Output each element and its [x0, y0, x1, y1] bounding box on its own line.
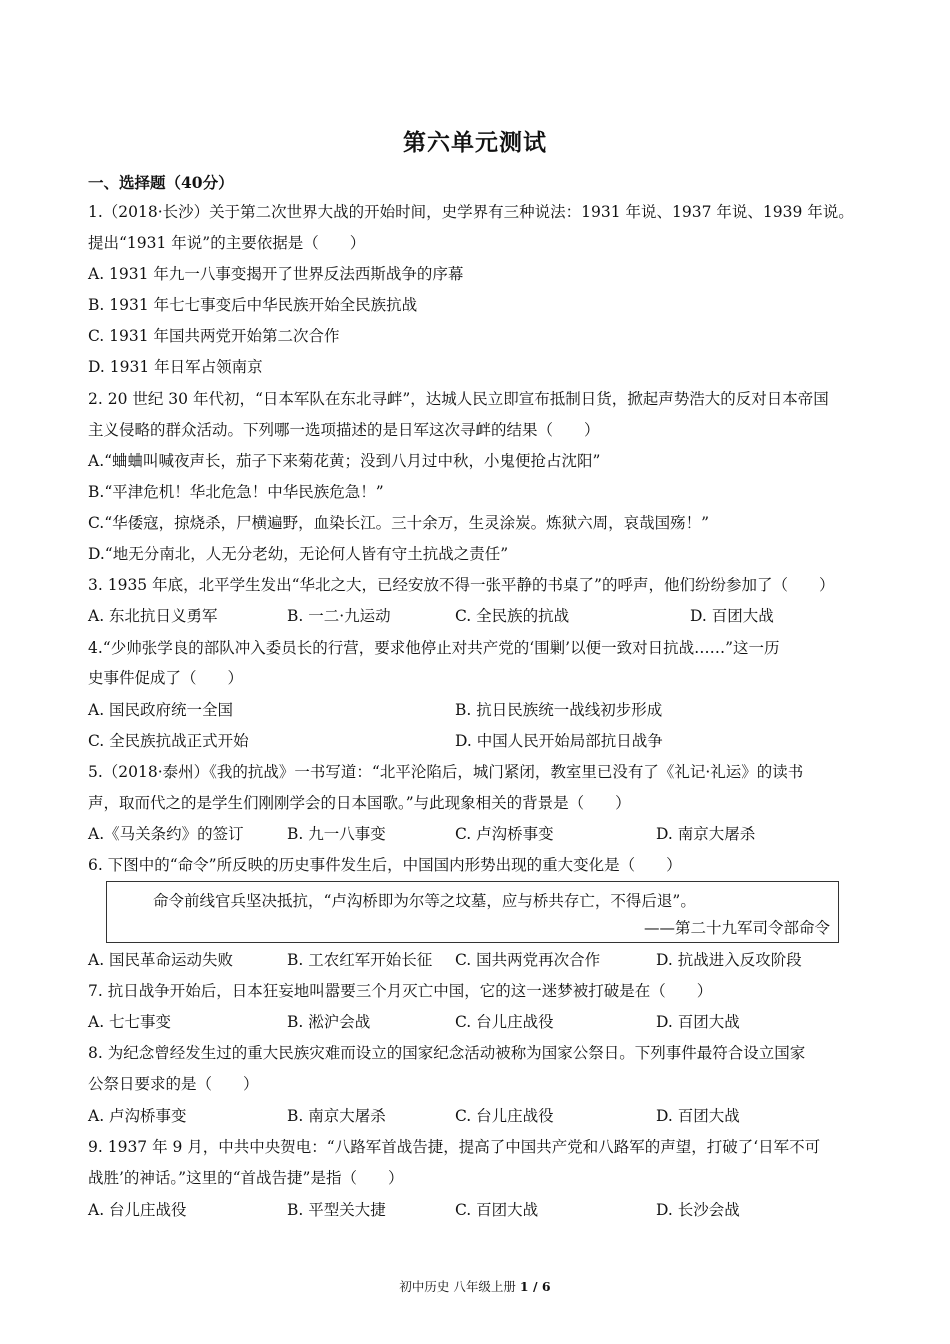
question-5-stem-cont: 声，取而代之的是学生们刚刚学会的日本国歌。”与此现象相关的背景是（ ） — [88, 794, 631, 812]
question-8-stem: 8. 为纪念曾经发生过的重大民族灾难而设立的国家纪念活动被称为国家公祭日。下列事件最符合设立国家 — [88, 1044, 806, 1062]
question-6-option-c: C. 国共两党再次合作 — [455, 951, 601, 969]
question-7-option-a: A. 七七事变 — [88, 1013, 172, 1031]
question-6-option-a: A. 国民革命运动失败 — [88, 951, 234, 969]
question-4-option-a: A. 国民政府统一全国 — [88, 701, 234, 719]
question-9-stem-cont: 战胜’的神话。”这里的“首战告捷”是指（ ） — [88, 1169, 404, 1187]
quote-source: ——第二十九军司令部命令 — [643, 919, 830, 937]
quote-box — [106, 881, 839, 943]
question-4-option-b: B. 抗日民族统一战线初步形成 — [455, 701, 663, 719]
question-2-option-a: A.“蛐蛐叫喊夜声长，茄子下来菊花黄；没到八月过中秋，小鬼便抢占沈阳” — [88, 452, 601, 470]
question-8-option-a: A. 卢沟桥事变 — [88, 1107, 187, 1125]
question-2-option-b: B.“平津危机！华北危急！中华民族危急！” — [88, 483, 384, 501]
footer-course: 初中历史 八年级上册 — [399, 1279, 516, 1294]
question-3-option-d: D. 百团大战 — [690, 607, 774, 625]
question-9-option-d: D. 长沙会战 — [656, 1201, 740, 1219]
question-3-option-c: C. 全民族的抗战 — [455, 607, 570, 625]
question-5-option-c: C. 卢沟桥事变 — [455, 825, 554, 843]
question-4-option-c: C. 全民族抗战正式开始 — [88, 732, 249, 750]
question-8-option-d: D. 百团大战 — [656, 1107, 740, 1125]
page-footer — [0, 1277, 950, 1295]
question-4-stem-cont: 史事件促成了（ ） — [88, 669, 244, 687]
question-2-stem: 2. 20 世纪 30 年代初，“日本军队在东北寻衅”，达城人民立即宣布抵制日货，掀起声势浩大的反对日本帝国 — [88, 390, 829, 408]
quote-text: 命令前线官兵坚决抵抗，“卢沟桥即为尔等之坟墓，应与桥共存亡，不得后退”。 — [153, 892, 696, 910]
question-7-option-c: C. 台儿庄战役 — [455, 1013, 554, 1031]
question-1-option-c: C. 1931 年国共两党开始第二次合作 — [88, 327, 340, 345]
question-6-stem: 6. 下图中的“命令”所反映的历史事件发生后，中国国内形势出现的重大变化是（ ） — [88, 856, 682, 874]
question-7-stem: 7. 抗日战争开始后，日本狂妄地叫嚣要三个月灭亡中国，它的这一迷梦被打破是在（ ） — [88, 982, 713, 1000]
question-1-option-a: A. 1931 年九一八事变揭开了世界反法西斯战争的序幕 — [88, 265, 464, 283]
question-7-option-b: B. 淞沪会战 — [287, 1013, 371, 1031]
footer-page-number: 1 / 6 — [519, 1279, 551, 1294]
question-3-option-b: B. 一二·九运动 — [287, 607, 391, 625]
question-2-option-d: D.“地无分南北，人无分老幼，无论何人皆有守土抗战之责任” — [88, 545, 509, 563]
question-1-stem-cont: 提出“1931 年说”的主要依据是（ ） — [88, 234, 366, 252]
question-2-stem-cont: 主义侵略的群众活动。下列哪一选项描述的是日军这次寻衅的结果（ ） — [88, 421, 600, 439]
question-4-stem: 4.“少帅张学良的部队冲入委员长的行营，要求他停止对共产党的‘围剿’以便一致对日抗战……”这一历 — [88, 639, 780, 657]
question-5-option-d: D. 南京大屠杀 — [656, 825, 756, 843]
question-1-stem: 1.（2018·长沙）关于第二次世界大战的开始时间，史学界有三种说法：1931 年说、1937 年说、1939 年说。 — [88, 203, 854, 221]
question-6-option-b: B. 工农红军开始长征 — [287, 951, 433, 969]
question-8-option-c: C. 台儿庄战役 — [455, 1107, 554, 1125]
section-heading: 一、选择题（40分） — [88, 173, 234, 192]
question-4-option-d: D. 中国人民开始局部抗日战争 — [455, 732, 663, 750]
question-5-option-a: A.《马关条约》的签订 — [88, 825, 244, 843]
question-9-option-b: B. 平型关大捷 — [287, 1201, 386, 1219]
question-7-option-d: D. 百团大战 — [656, 1013, 740, 1031]
question-6-option-d: D. 抗战进入反攻阶段 — [656, 951, 802, 969]
question-8-stem-cont: 公祭日要求的是（ ） — [88, 1075, 259, 1093]
question-1-option-d: D. 1931 年日军占领南京 — [88, 358, 263, 376]
question-8-option-b: B. 南京大屠杀 — [287, 1107, 386, 1125]
question-9-option-a: A. 台儿庄战役 — [88, 1201, 187, 1219]
question-9-option-c: C. 百团大战 — [455, 1201, 539, 1219]
question-3-option-a: A. 东北抗日义勇军 — [88, 607, 218, 625]
question-1-option-b: B. 1931 年七七事变后中华民族开始全民族抗战 — [88, 296, 418, 314]
question-5-option-b: B. 九一八事变 — [287, 825, 386, 843]
question-9-stem: 9. 1937 年 9 月，中共中央贺电：“八路军首战告捷，提高了中国共产党和八路军的声望，打破了‘日军不可 — [88, 1138, 821, 1156]
question-3-stem: 3. 1935 年底，北平学生发出“华北之大，已经安放不得一张平静的书桌了”的呼声，他们纷纷参加了（ ） — [88, 576, 835, 594]
question-2-option-c: C.“华倭寇，掠烧杀，尸横遍野，血染长江。三十余万，生灵涂炭。炼狱六周，哀哉国殇！” — [88, 514, 710, 532]
question-5-stem: 5.（2018·泰州）《我的抗战》一书写道：“北平沦陷后，城门紧闭，教室里已没有了《礼记·礼运》的读书 — [88, 763, 804, 781]
page-title: 第六单元测试 — [403, 129, 547, 156]
